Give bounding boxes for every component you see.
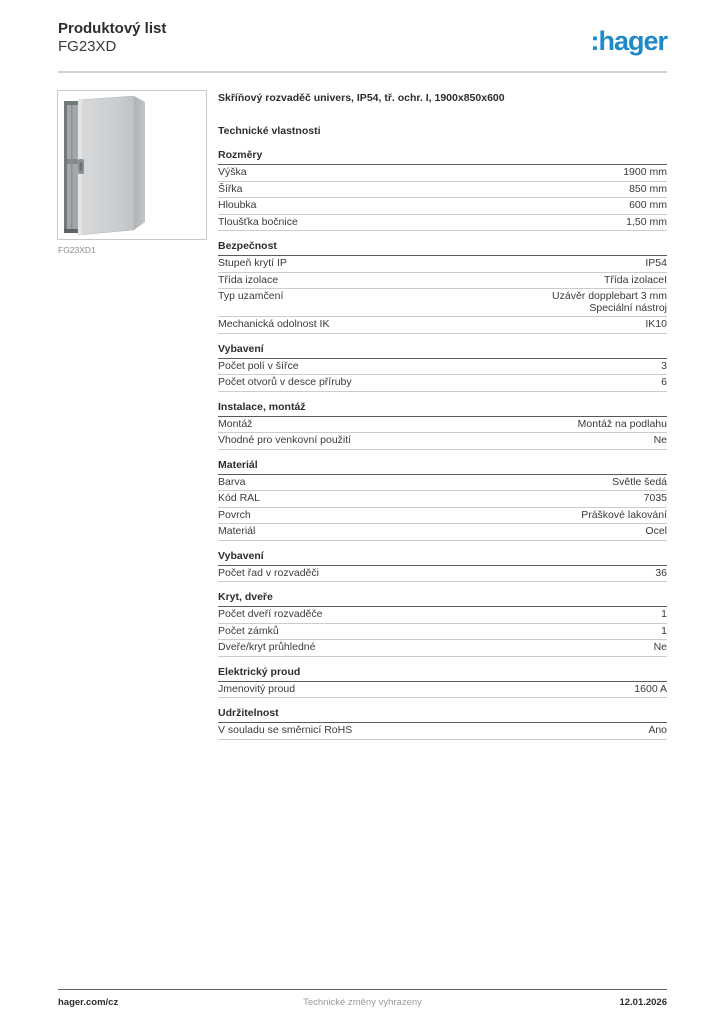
spec-value: Práškové lakování xyxy=(581,508,667,521)
header xyxy=(58,20,667,56)
spec-row xyxy=(218,491,667,508)
product-image-caption: FG23XD1 xyxy=(58,245,96,255)
footer xyxy=(58,989,667,1008)
spec-label: Kód RAL xyxy=(218,492,261,504)
spec-value: 1 xyxy=(661,624,667,637)
spec-label: Vhodné pro venkovní použití xyxy=(218,434,352,446)
footer-disclaimer: Technické změny vyhrazeny xyxy=(303,997,422,1008)
section-title: Vybavení xyxy=(218,550,667,566)
spec-row xyxy=(218,624,667,641)
spec-row xyxy=(218,640,667,657)
specs-column xyxy=(218,90,667,740)
spec-value: 1900 mm xyxy=(623,166,667,178)
spec-value: 1,50 mm xyxy=(626,215,667,228)
cabinet-enclosure-illustration xyxy=(58,91,206,239)
spec-section xyxy=(218,591,667,657)
hager-logo: :hager xyxy=(590,26,667,56)
spec-label: Šířka xyxy=(218,182,243,195)
spec-row xyxy=(218,215,667,232)
spec-row xyxy=(218,475,667,492)
section-title: Bezpečnost xyxy=(218,240,667,256)
spec-value: 7035 xyxy=(643,492,667,504)
spec-label: Hloubka xyxy=(218,199,257,211)
footer-website: hager.com/cz xyxy=(58,997,119,1008)
footer-date: 12.01.2026 xyxy=(619,997,667,1008)
spec-sections xyxy=(218,149,667,740)
spec-label: V souladu se směrnicí RoHS xyxy=(218,724,353,736)
spec-section xyxy=(218,401,667,450)
spec-row xyxy=(218,182,667,199)
spec-label: Barva xyxy=(218,475,246,488)
spec-label: Třída izolace xyxy=(218,273,279,286)
spec-value: 6 xyxy=(661,376,667,388)
spec-value: Ne xyxy=(653,434,667,446)
spec-value: Ano xyxy=(648,724,667,736)
spec-label: Počet zámků xyxy=(218,624,279,637)
spec-row xyxy=(218,273,667,290)
product-image xyxy=(57,90,207,240)
spec-value: 3 xyxy=(661,359,667,372)
spec-label: Povrch xyxy=(218,508,251,521)
spec-row xyxy=(218,524,667,541)
spec-section xyxy=(218,240,667,334)
spec-value: Ocel xyxy=(645,525,667,537)
spec-label: Výška xyxy=(218,166,247,178)
spec-row xyxy=(218,433,667,450)
product-title: Skříňový rozvaděč univers, IP54, tř. ochr. I, 1900x850x600 xyxy=(218,92,505,104)
section-title: Elektrický proud xyxy=(218,666,667,682)
spec-value: 1600 A xyxy=(634,682,667,695)
product-code: FG23XD xyxy=(58,38,117,55)
spec-value: IP54 xyxy=(645,257,667,269)
spec-value: 850 mm xyxy=(629,182,667,195)
section-title: Udržitelnost xyxy=(218,707,667,723)
spec-label: Počet dveří rozvaděče xyxy=(218,608,323,620)
spec-row xyxy=(218,289,667,317)
spec-label: Počet otvorů v desce příruby xyxy=(218,376,352,388)
spec-row xyxy=(218,682,667,699)
spec-section xyxy=(218,550,667,583)
spec-value: Třída izolaceI xyxy=(603,273,667,286)
spec-row xyxy=(218,566,667,583)
spec-row xyxy=(218,317,667,334)
spec-value: 600 mm xyxy=(629,199,667,211)
spec-label: Materiál xyxy=(218,525,256,537)
spec-section xyxy=(218,343,667,392)
spec-label: Montáž xyxy=(218,417,253,430)
spec-label: Typ uzamčení xyxy=(218,290,284,302)
doc-type-title: Produktový list xyxy=(58,20,167,37)
spec-value: Světle šedá xyxy=(612,475,667,488)
spec-value: Ne xyxy=(653,641,667,653)
spec-row xyxy=(218,359,667,376)
spec-row xyxy=(218,375,667,392)
spec-row xyxy=(218,607,667,624)
section-title: Materiál xyxy=(218,459,667,475)
spec-label: Mechanická odolnost IK xyxy=(218,318,330,330)
header-divider xyxy=(58,71,667,73)
header-titles xyxy=(58,20,166,56)
specs-heading: Technické vlastnosti xyxy=(218,125,321,137)
spec-section xyxy=(218,149,667,231)
spec-value: Montáž na podlahu xyxy=(577,417,667,430)
section-title: Vybavení xyxy=(218,343,667,359)
section-title: Rozměry xyxy=(218,149,667,165)
spec-value: 1 xyxy=(661,608,667,620)
spec-section xyxy=(218,666,667,699)
spec-value: 36 xyxy=(655,566,667,579)
spec-row xyxy=(218,723,667,740)
spec-value: IK10 xyxy=(645,318,667,330)
spec-label: Počet řad v rozvaděči xyxy=(218,566,319,579)
spec-row xyxy=(218,417,667,434)
spec-label: Dveře/kryt průhledné xyxy=(218,641,316,653)
spec-label: Počet polí v šířce xyxy=(218,359,299,372)
spec-section xyxy=(218,707,667,740)
spec-row xyxy=(218,198,667,215)
spec-section xyxy=(218,459,667,541)
section-title: Instalace, montáž xyxy=(218,401,667,417)
spec-label: Tloušťka bočnice xyxy=(218,215,298,228)
spec-row xyxy=(218,508,667,525)
section-title: Kryt, dveře xyxy=(218,591,667,607)
spec-row xyxy=(218,165,667,182)
spec-value: Uzávěr dopplebart 3 mm Speciální nástroj xyxy=(552,290,667,314)
spec-row xyxy=(218,256,667,273)
spec-label: Jmenovitý proud xyxy=(218,682,296,695)
spec-label: Stupeň krytí IP xyxy=(218,257,287,269)
